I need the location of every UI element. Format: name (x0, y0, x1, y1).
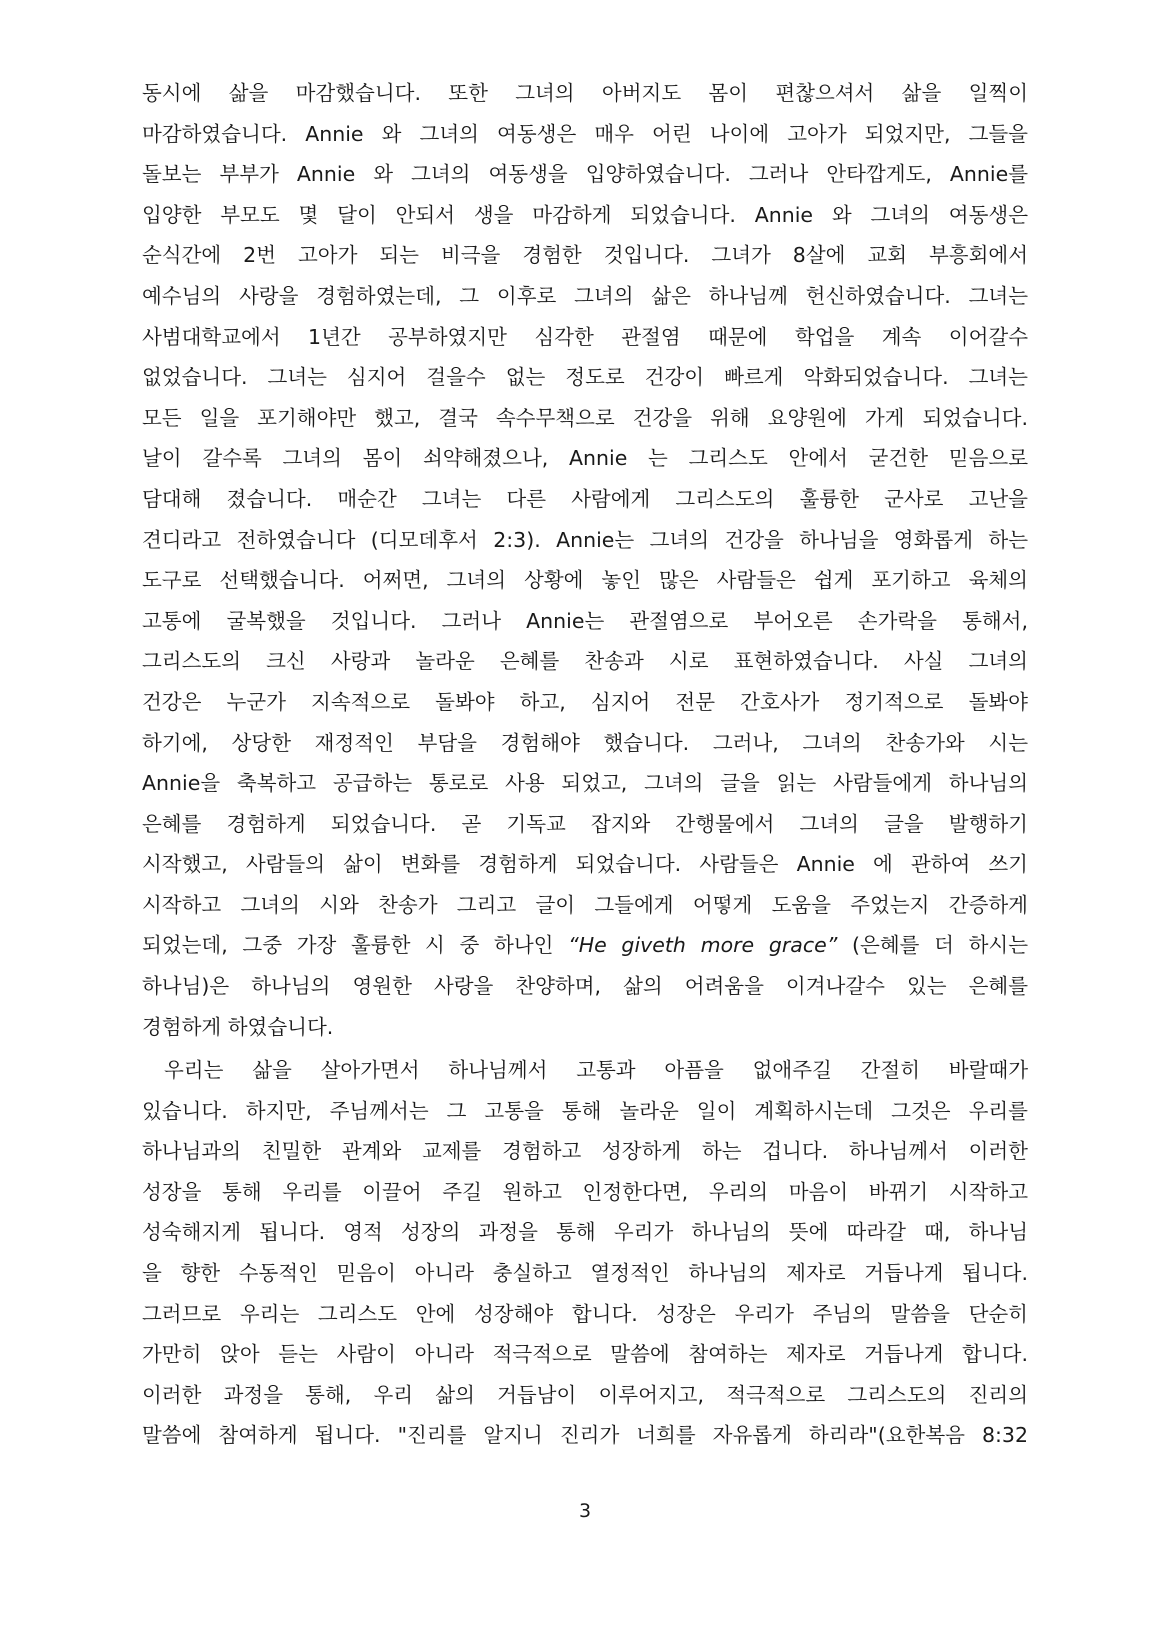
paragraph-spiritual-growth (142, 1050, 1028, 1456)
text-line: 은혜를 경험하게 되었습니다. 곧 기독교 잡지와 간행물에서 그녀의 글을 발행하기 (142, 811, 1028, 836)
text-line: 성숙해지게 됩니다. 영적 성장의 과정을 통해 우리가 하나님의 뜻에 따라갈 때, 하나님 (142, 1220, 1028, 1245)
text-line: 경험하게 하였습니다. (142, 1014, 334, 1039)
text-line: 돌보는 부부가 Annie 와 그녀의 여동생을 입양하였습니다. 그러나 안타깝게도, Annie를 (142, 162, 1028, 187)
paragraph-annie-story (142, 73, 1028, 1047)
text-line: 모든 일을 포기해야만 했고, 결국 속수무책으로 건강을 위해 요양원에 가게 되었습니다. (142, 405, 1028, 430)
text-line: 그리스도의 크신 사랑과 놀라운 은혜를 찬송과 시로 표현하였습니다. 사실 그녀의 (142, 649, 1028, 674)
text-line: 우리는 삶을 살아가면서 하나님께서 고통과 아픔을 없애주길 간절히 바랄때가 (164, 1058, 1028, 1082)
text-line: 예수님의 사랑을 경험하였는데, 그 이후로 그녀의 삶은 하나님께 헌신하였습니다. 그녀는 (142, 283, 1028, 308)
text-line: 그러므로 우리는 그리스도 안에 성장해야 합니다. 성장은 우리가 주님의 말씀을 단순히 (142, 1301, 1028, 1326)
text-line: 하나님과의 친밀한 관계와 교제를 경험하고 성장하게 하는 겁니다. 하나님께서 이러한 (142, 1139, 1028, 1164)
text-line: 을 향한 수동적인 믿음이 아니라 충실하고 열정적인 하나님의 제자로 거듭나게 됩니다. (142, 1260, 1028, 1285)
text-line: 마감하였습니다. Annie 와 그녀의 여동생은 매우 어린 나이에 고아가 되었지만, 그들을 (142, 121, 1028, 146)
text-line: 가만히 앉아 듣는 사람이 아니라 적극적으로 말씀에 참여하는 제자로 거듭나게 합니다. (142, 1342, 1028, 1367)
text-line: 견디라고 전하였습니다 (디모데후서 2:3). Annie는 그녀의 건강을 하나님을 영화롭게 하는 (142, 527, 1028, 552)
text-line: 말씀에 참여하게 됩니다. "진리를 알지니 진리가 너희를 자유롭게 하리라"(요한복음 8:32 (142, 1423, 1028, 1448)
text-line: 하기에, 상당한 재정적인 부담을 경험해야 했습니다. 그러나, 그녀의 찬송가와 시는 (142, 730, 1028, 755)
text-line: 성장을 통해 우리를 이끌어 주길 원하고 인정한다면, 우리의 마음이 바뀌기 시작하고 (142, 1179, 1028, 1204)
text-line: 하나님)은 하나님의 영원한 사랑을 찬양하며, 삶의 어려움을 이겨나갈수 있는 은혜를 (142, 974, 1028, 999)
text-fragment: 되었는데, 그중 가장 훌륭한 시 중 하나인 (142, 933, 569, 958)
text-line: 순식간에 2번 고아가 되는 비극을 경험한 것입니다. 그녀가 8살에 교회 부흥회에서 (142, 243, 1028, 268)
text-fragment: (은혜를 더 하시는 (837, 933, 1028, 958)
text-line: 이러한 과정을 통해, 우리 삶의 거듭남이 이루어지고, 적극적으로 그리스도의 진리의 (142, 1382, 1028, 1407)
text-line: 없었습니다. 그녀는 심지어 걸을수 없는 정도로 건강이 빠르게 악화되었습니다. 그녀는 (142, 365, 1028, 390)
text-line: Annie을 축복하고 공급하는 통로로 사용 되었고, 그녀의 글을 읽는 사람들에게 하나님의 (142, 771, 1028, 796)
text-line: 입양한 부모도 몇 달이 안되서 생을 마감하게 되었습니다. Annie 와 그녀의 여동생은 (142, 202, 1028, 227)
text-line: 동시에 삶을 마감했습니다. 또한 그녀의 아버지도 몸이 편찮으셔서 삶을 일찍이 (142, 81, 1028, 105)
page-number: 3 (578, 1500, 592, 1522)
text-line-with-hymn-title (142, 925, 1028, 966)
text-line: 도구로 선택했습니다. 어쩌면, 그녀의 상황에 놓인 많은 사람들은 쉽게 포기하고 육체의 (142, 568, 1028, 593)
text-line: 사범대학교에서 1년간 공부하였지만 심각한 관절염 때문에 학업을 계속 이어갈수 (142, 324, 1028, 349)
text-line: 담대해 졌습니다. 매순간 그녀는 다른 사람에게 그리스도의 훌륭한 군사로 고난을 (142, 486, 1028, 511)
text-line: 있습니다. 하지만, 주님께서는 그 고통을 통해 놀라운 일이 계획하시는데 그것은 우리를 (142, 1098, 1028, 1123)
text-line: 시작하고 그녀의 시와 찬송가 그리고 글이 그들에게 어떻게 도움을 주었는지 간증하게 (142, 892, 1028, 917)
hymn-title: “He giveth more grace” (568, 933, 838, 958)
text-line: 고통에 굴복했을 것입니다. 그러나 Annie는 관절염으로 부어오른 손가락을 통해서, (142, 608, 1028, 633)
text-line: 건강은 누군가 지속적으로 돌봐야 하고, 심지어 전문 간호사가 정기적으로 돌봐야 (142, 689, 1028, 714)
text-line: 시작했고, 사람들의 삶이 변화를 경험하게 되었습니다. 사람들은 Annie 에 관하여 쓰기 (142, 852, 1028, 877)
text-line: 날이 갈수록 그녀의 몸이 쇠약해졌으나, Annie 는 그리스도 안에서 굳건한 믿음으로 (142, 446, 1028, 471)
